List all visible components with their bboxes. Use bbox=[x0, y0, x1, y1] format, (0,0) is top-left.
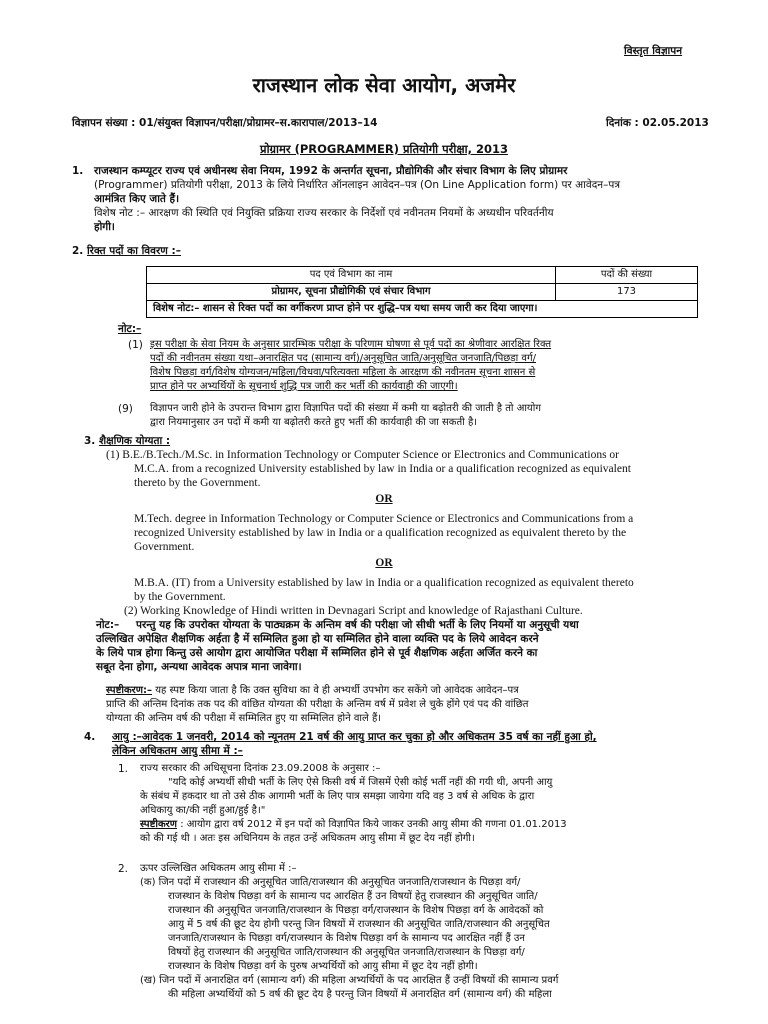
table-cell: प्रोग्रामर, सूचना प्रौद्योगिकी एवं संचार विभाग bbox=[147, 284, 556, 301]
age-item-2-number: 2. bbox=[118, 863, 129, 875]
qualification-2: (2) Working Knowledge of Hindi written in Devnagari Script and knowledge of Rajasthani Culture. bbox=[124, 605, 583, 617]
or-separator: OR bbox=[375, 493, 393, 505]
notes-heading: नोट:– bbox=[118, 323, 142, 335]
table-header-cell: पदों की संख्या bbox=[556, 267, 698, 284]
note-1-number: (1) bbox=[128, 339, 143, 351]
table-row bbox=[147, 284, 698, 301]
ad-type-label: विस्तृत विज्ञापन bbox=[624, 45, 683, 57]
age-item-2-a: (क) जिन पदों में राजस्थान की अनुसूचित जाति/राजस्थान की अनुसूचित जनजाति/राजस्थान के पिछड़ा वर्ग/ राजस्थान के विशेष पिछड़ा वर्ग के सामान्य पद आरक्षित हैं उन विषयों हेतु राजस्थान की अनुसूचित जाति/ राजस्थान की अनुसूचित जनजाति/राजस्थान के पिछड़ा वर्ग/राजस्थान के विशेष पिछड़ा वर्ग के आवेदकों को आयु में 5 वर्ष की छूट देय होगी परन्तु जिन विषयों में राजस्थान की अनुसूचित जाति/राजस्थान की अनुसूचित जनजाति/राजस्थान के पिछड़ा वर्ग/राजस्थान के विशेष पिछड़ा वर्ग के सामान्य पद आरक्षित नहीं हैं उन विषयों हेतु राजस्थान की अनुसूचित जाति/राजस्थान की अनुसूचित जनजाति/राजस्थान के पिछड़ा वर्ग/ राजस्थान के विशेष पिछड़ा वर्ग के पुरुष अभ्यर्थियों को आयु सीमा में छूट देय नहीं होगी। (ख) जिन पदों में अनारक्षित वर्ग (सामान्य वर्ग) की महिला अभ्यर्थियों के पद आरक्षित हैं उन्हीं विषयों की सामान्य प्रवर्ग की महिला अभ्यर्थियों को 5 वर्ष की छूट देय है परन्तु जिन विषयों में अनारक्षित वर्ग (सामान्य वर्ग) की महिला bbox=[140, 877, 559, 1000]
table-note-cell: विशेष नोट:– शासन से रिक्त पदों का वर्गीकरण प्राप्त होने पर शुद्धि–पत्र यथा समय जारी कर दिया जाएगा। bbox=[147, 301, 698, 318]
table-cell: 173 bbox=[556, 284, 698, 301]
section-1-text: राजस्थान कम्प्यूटर राज्य एवं अधीनस्थ सेवा नियम, 1992 के अन्तर्गत सूचना, प्रौद्योगिकी और संचार विभाग के लिए प्रोग्रामर (Programmer) प्रतियोगी परीक्षा, 2013 के लिये निर्धारित ऑनलाइन आवेदन–पत्र (On Line Application form) पर आवेदन–पत्र आमंत्रित किए जाते हैं। विशेष नोट :– आरक्षण की स्थिति एवं नियुक्ति प्रक्रिया राज्य सरकार के निर्देशों एवं नवीनतम नियमों के अध्यधीन परिवर्तनीय होगी। bbox=[94, 165, 621, 233]
table-row bbox=[147, 301, 698, 318]
age-item-1: राज्य सरकार की अधिसूचना दिनांक 23.09.2008 के अनुसार :– "यदि कोई अभ्यर्थी सीधी भर्ती के लिए ऐसे किसी वर्ष में जिसमें ऐसी कोई भर्ती नहीं की गयी थी, अपनी आयु के संबंध में हकदार था तो उसे ठीक आगामी भर्ती के लिए पात्र समझा जायेगा यदि वह 3 वर्ष से अधिक के द्वारा अधिकायु का/की नहीं हुआ/हुई है।" स्पष्टीकरण : आयोग द्वारा वर्ष 2012 में इन पदों को विज्ञापित किये जाकर उनकी आयु सीमा की गणना 01.01.2013 को की गई थी । अतः इस अधिनियम के तहत उन्हें अधिकतम आयु सीमा में छूट देय नहीं होगी। bbox=[140, 763, 567, 844]
note-label: नोट:– bbox=[96, 619, 120, 631]
qualification-mba: M.B.A. (IT) from a University established by law in India or a qualification recognized as equivalent thereto by the Government. bbox=[134, 577, 634, 603]
section-2-heading: 2. रिक्त पदों का विवरण :– bbox=[72, 245, 181, 257]
section-3-heading: 3. शैक्षणिक योग्यता : bbox=[84, 435, 171, 447]
age-item-2: ऊपर उल्लिखित अधिकतम आयु सीमा में :– bbox=[140, 863, 297, 874]
qualification-mtech: M.Tech. degree in Information Technology or Computer Science or Electronics and Communications from a recognized University established by law in India or a qualification recognized as equivalent thereto by the Government. bbox=[134, 513, 634, 553]
section-1-number: 1. bbox=[72, 165, 84, 177]
note-2-text: विज्ञापन जारी होने के उपरान्त विभाग द्वारा विज्ञापित पदों की संख्या में कमी या बढ़ोतरी की जाती है तो आयोग द्वारा नियमानुसार उन पदों में कमी या बढ़ोतरी करते हुए भर्ती की कार्यवाही की जा सकती है। bbox=[150, 403, 541, 428]
table-header-cell: पद एवं विभाग का नाम bbox=[147, 267, 556, 284]
table-row bbox=[147, 267, 698, 284]
section-4-heading: आयु :–आवेदक 1 जनवरी, 2014 को न्यूनतम 21 वर्ष की आयु प्राप्त कर चुका हो और अधिकतम 35 वर्ष का नहीं हुआ हो, लेकिन अधिकतम आयु सीमा में :– bbox=[112, 731, 597, 757]
qualification-1: (1) B.E./B.Tech./M.Sc. in Information Technology or Computer Science or Electronics and Communications or M.C.A. from a recognized University established by law in India or a qualification recognized as equivalent thereto by the Government. bbox=[106, 449, 631, 489]
page-title: राजस्थान लोक सेवा आयोग, अजमेर bbox=[252, 73, 516, 97]
section-3-note: परन्तु यह कि उपरोक्त योग्यता के पाठ्यक्रम के अन्तिम वर्ष की परीक्षा जो सीधी भर्ती के लिए नियमों या अनुसूची यथा उल्लिखित अपेक्षित शैक्षणिक अर्हता है में सम्मिलित हुआ हो या सम्मिलित होने वाला व्यक्ति पद के लिये आवेदन करने के लिये पात्र होगा किन्तु उसे आयोग द्वारा आयोजित परीक्षा में सम्मिलित होने से पूर्व शैक्षणिक अर्हता अर्जित करने का सबूत देना होगा, अन्यथा आवेदक अपात्र माना जावेगा। bbox=[96, 619, 579, 673]
exam-title: प्रोग्रामर (PROGRAMMER) प्रतियोगी परीक्षा, 2013 bbox=[260, 142, 508, 156]
or-separator: OR bbox=[375, 557, 393, 569]
age-item-1-number: 1. bbox=[118, 763, 129, 775]
clarification: स्पष्टीकरण:– यह स्पष्ट किया जाता है कि उक्त सुविधा का वे ही अभ्यर्थी उपभोग कर सकेंगे जो आवेदक आवेदन–पत्र प्राप्ति की अन्तिम दिनांक तक पद की वांछित योग्यता की परीक्षा के अन्तिम वर्ष में प्रवेश ले चुके होंगे एवं पद की वांछित योग्यता की अन्तिम वर्ष की परीक्षा में सम्मिलित हुए या सम्मिलित होने वाले हैं। bbox=[106, 685, 529, 724]
posts-table bbox=[146, 266, 698, 318]
ad-date: दिनांक : 02.05.2013 bbox=[606, 117, 709, 129]
note-1-text: इस परीक्षा के सेवा नियम के अनुसार प्रारम्भिक परीक्षा के परिणाम घोषणा से पूर्व पदों का श्रेणीवार आरक्षित रिक्त पदों की नवीनतम संख्या यथा–अनारक्षित पद (सामान्य वर्ग)/अनुसूचित जाति/अनुसूचित जनजाति/पिछड़ा वर्ग/ विशेष पिछड़ा वर्ग/विशेष योग्यजन/महिला/विधवा/परित्यक्ता महिला के आरक्षण की नवीनतम सूचना शासन से प्राप्त होने पर अभ्यर्थियों के सूचनार्थ शुद्धि पत्र जारी कर भर्ती की कार्यवाही की जाएगी। bbox=[150, 339, 552, 392]
ad-number: विज्ञापन संख्या : 01/संयुक्त विज्ञापन/परीक्षा/प्रोग्रामर–स.कारापाल/2013–14 bbox=[72, 117, 378, 129]
section-4-number: 4. bbox=[84, 731, 96, 743]
note-2-number: (9) bbox=[118, 403, 133, 415]
